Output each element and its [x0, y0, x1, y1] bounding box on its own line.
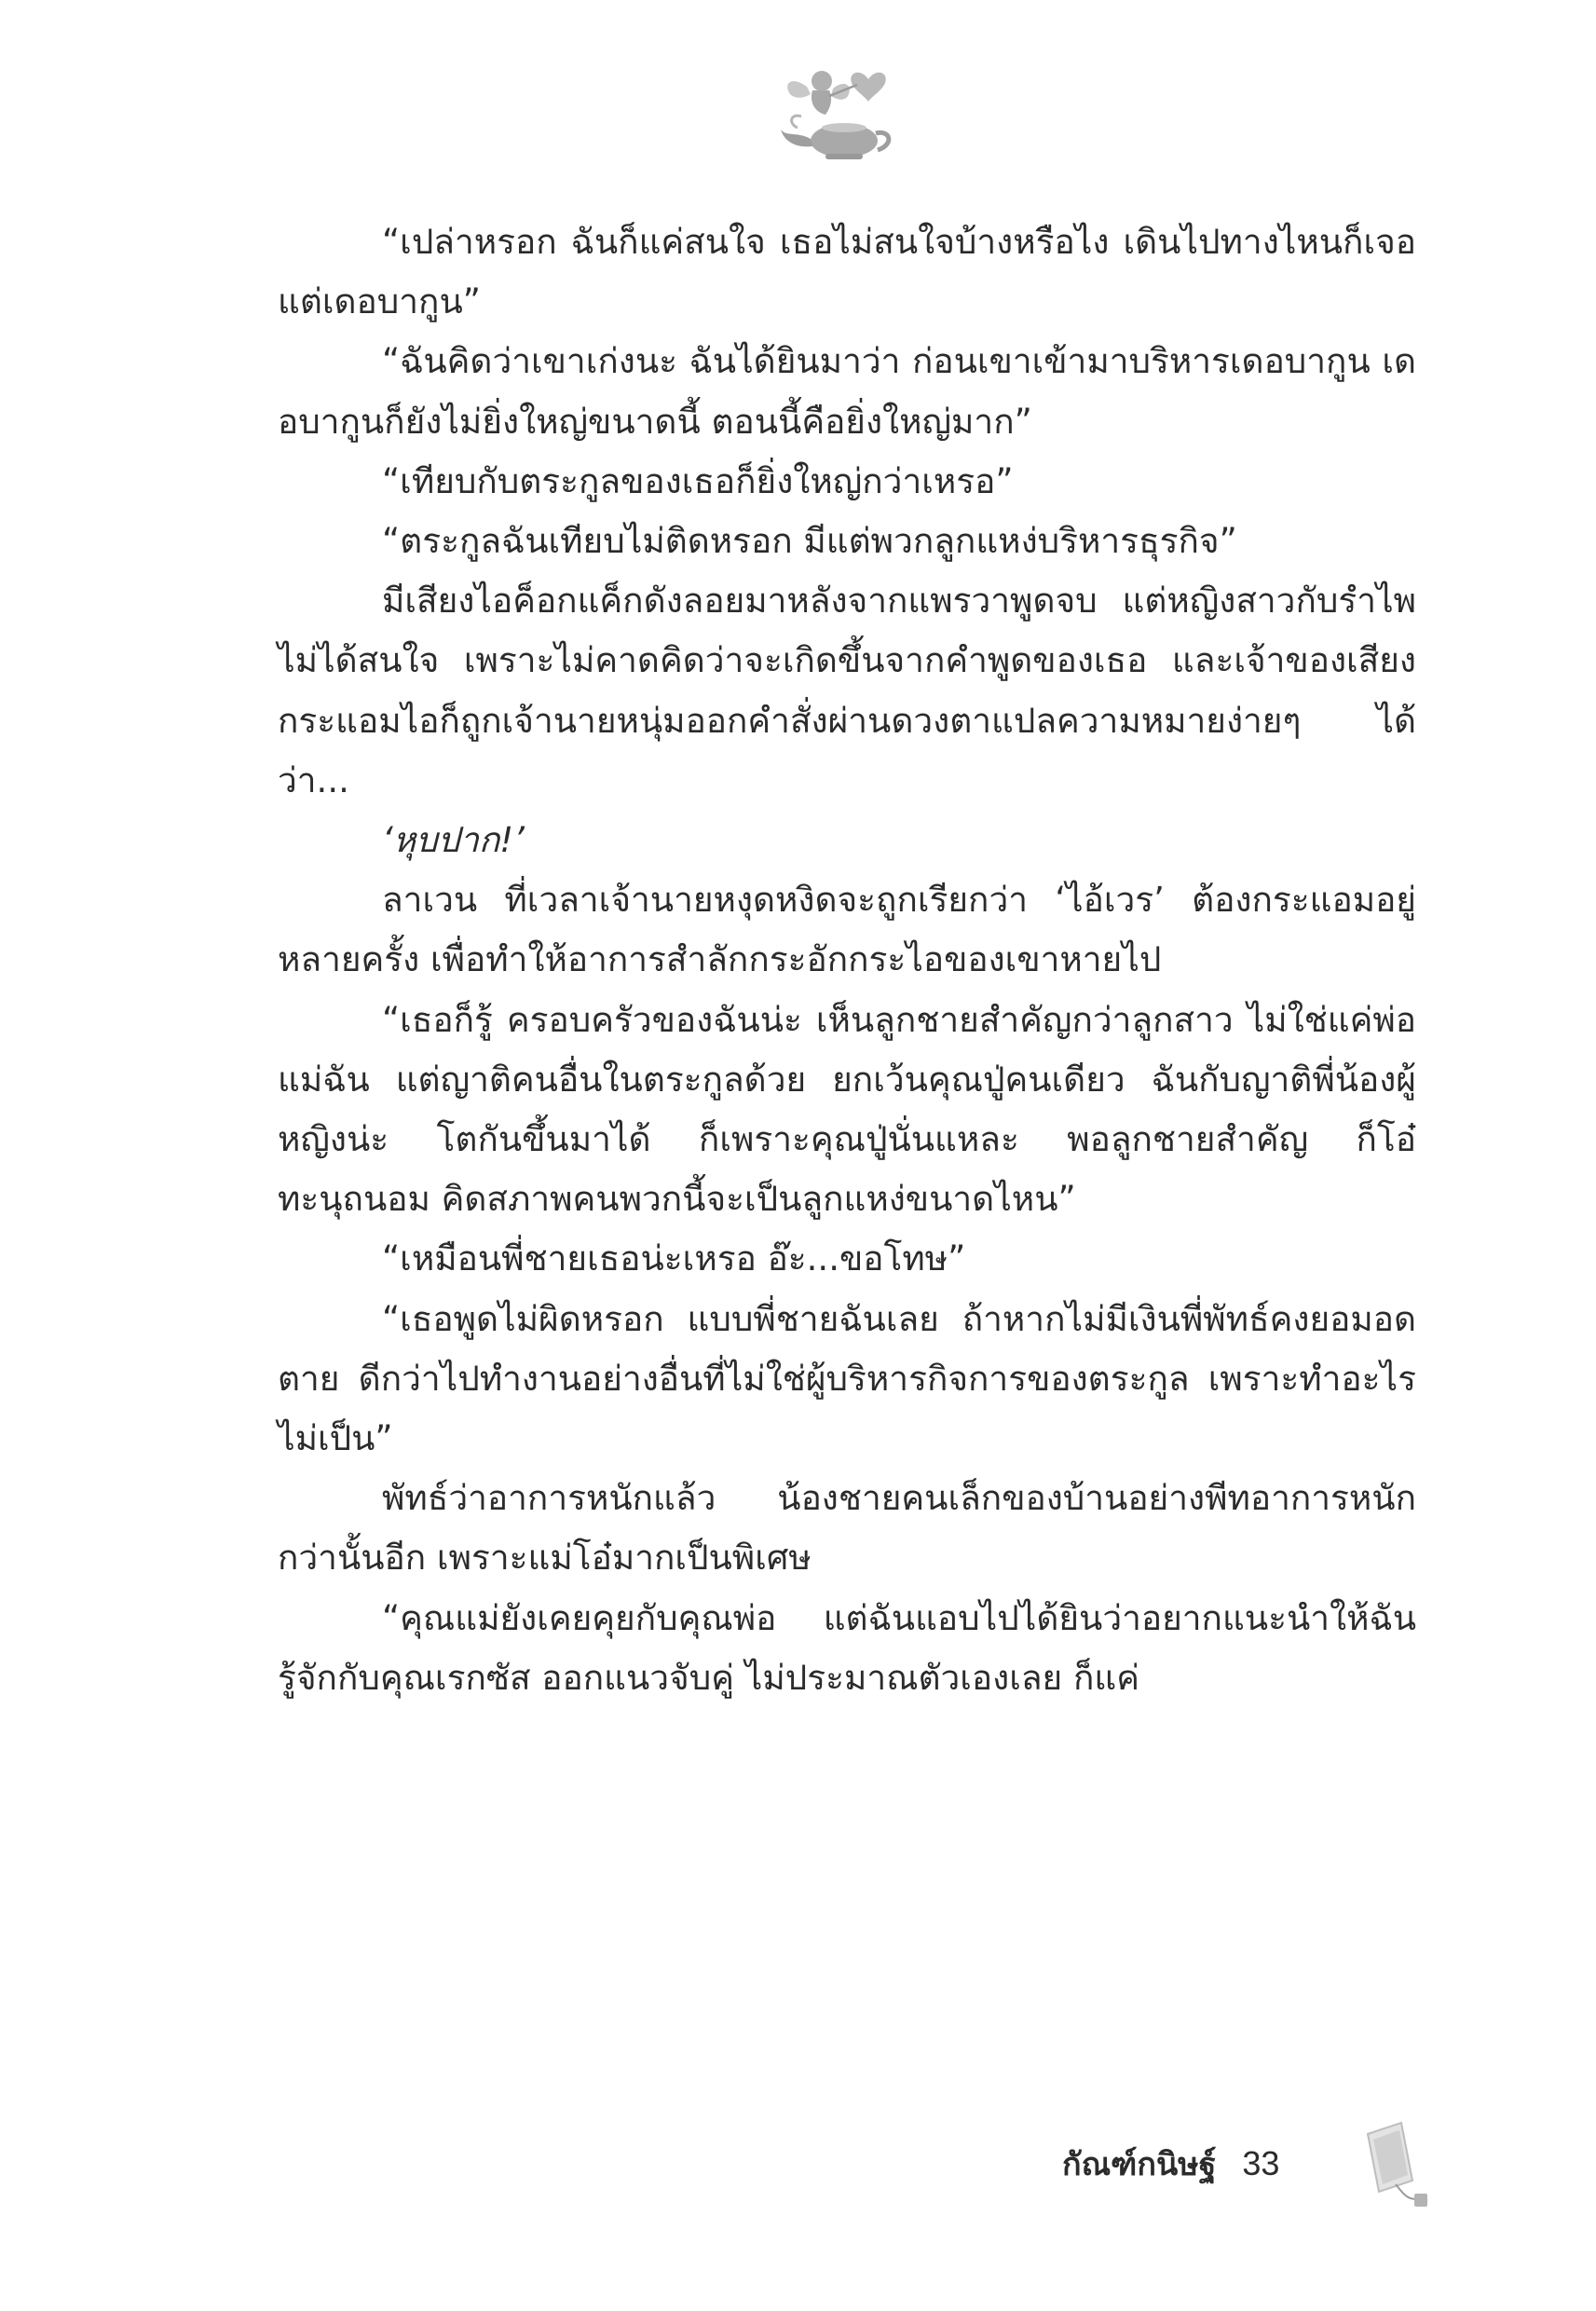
- paragraph: “ฉันคิดว่าเขาเก่งนะ ฉันได้ยินมาว่า ก่อนเขาเข้ามาบริหารเดอบากูน เดอบากูนก็ยังไม่ยิ่งใหญ่ขนาดนี้ ตอนนี้คือยิ่งใหญ่มาก”: [278, 341, 1416, 442]
- paragraph: “เปล่าหรอก ฉันก็แค่สนใจ เธอไม่สนใจบ้างหรือไง เดินไปทางไหนก็เจอแต่เดอบากูน”: [278, 222, 1416, 322]
- page-body: [278, 212, 1416, 1708]
- paragraph: “เหมือนพี่ชายเธอน่ะเหรอ อ๊ะ...ขอโทษ”: [382, 1238, 966, 1279]
- teabag-icon: [1358, 2113, 1433, 2216]
- paragraph: ลาเวน ที่เวลาเจ้านายหงุดหงิดจะถูกเรียกว่า ‘ไอ้เวร’ ต้องกระแอมอยู่หลายครั้ง เพื่อทำให้อาการสำลักกระอักกระไอของเขาหายไป: [278, 880, 1416, 980]
- paragraph: “ตระกูลฉันเทียบไม่ติดหรอก มีแต่พวกลูกแหง่บริหารธุรกิจ”: [382, 521, 1237, 562]
- page-footer: [1062, 2136, 1279, 2192]
- paragraph: “เธอพูดไม่ผิดหรอก แบบพี่ชายฉันเลย ถ้าหากไม่มีเงินพี่พัทธ์คงยอมอดตาย ดีกว่าไปทำงานอย่างอื่นที่ไม่ใช่ผู้บริหารกิจการของตระกูล เพราะทำอะไรไม่เป็น”: [278, 1298, 1416, 1459]
- paragraph: พัทธ์ว่าอาการหนักแล้ว น้องชายคนเล็กของบ้านอย่างพีทอาการหนักกว่านั้นอีก เพราะแม่โอ๋มากเป็นพิเศษ: [278, 1478, 1416, 1579]
- cupid-teapot-icon: [764, 51, 913, 172]
- paragraph: ‘หุบปาก!’: [382, 820, 525, 861]
- paragraph: “เธอก็รู้ ครอบครัวของฉันน่ะ เห็นลูกชายสำคัญกว่าลูกสาว ไม่ใช่แค่พ่อแม่ฉัน แต่ญาติคนอื่นในตระกูลด้วย ยกเว้นคุณปู่คนเดียว ฉันกับญาติพี่น้องผู้หญิงน่ะ โตกันขึ้นมาได้ ก็เพราะคุณปู่นั่นแหละ พอลูกชายสำคัญ ก็โอ๋ ทะนุถนอม คิดสภาพคนพวกนี้จะเป็นลูกแหง่ขนาดไหน”: [278, 999, 1416, 1220]
- paragraph: “เทียบกับตระกูลของเธอก็ยิ่งใหญ่กว่าเหรอ”: [382, 460, 1014, 501]
- paragraph: “คุณแม่ยังเคยคุยกับคุณพ่อ แต่ฉันแอบไปได้ยินว่าอยากแนะนำให้ฉันรู้จักกับคุณเรกซัส ออกแนวจับคู่ ไม่ประมาณตัวเองเลย ก็แค่: [278, 1597, 1416, 1698]
- paragraph: มีเสียงไอค็อกแค็กดังลอยมาหลังจากแพรวาพูดจบ แต่หญิงสาวกับรำไพไม่ได้สนใจ เพราะไม่คาดคิดว่าจะเกิดขึ้นจากคำพูดของเธอ และเจ้าของเสียงกระแอมไอก็ถูกเจ้านายหนุ่มออกคำสั่งผ่านดวงตาแปลความหมายง่ายๆ ได้ว่า...: [278, 581, 1416, 800]
- page-number: 33: [1242, 2144, 1280, 2182]
- book-title: กัณฑ์กนิษฐ์: [1062, 2146, 1217, 2183]
